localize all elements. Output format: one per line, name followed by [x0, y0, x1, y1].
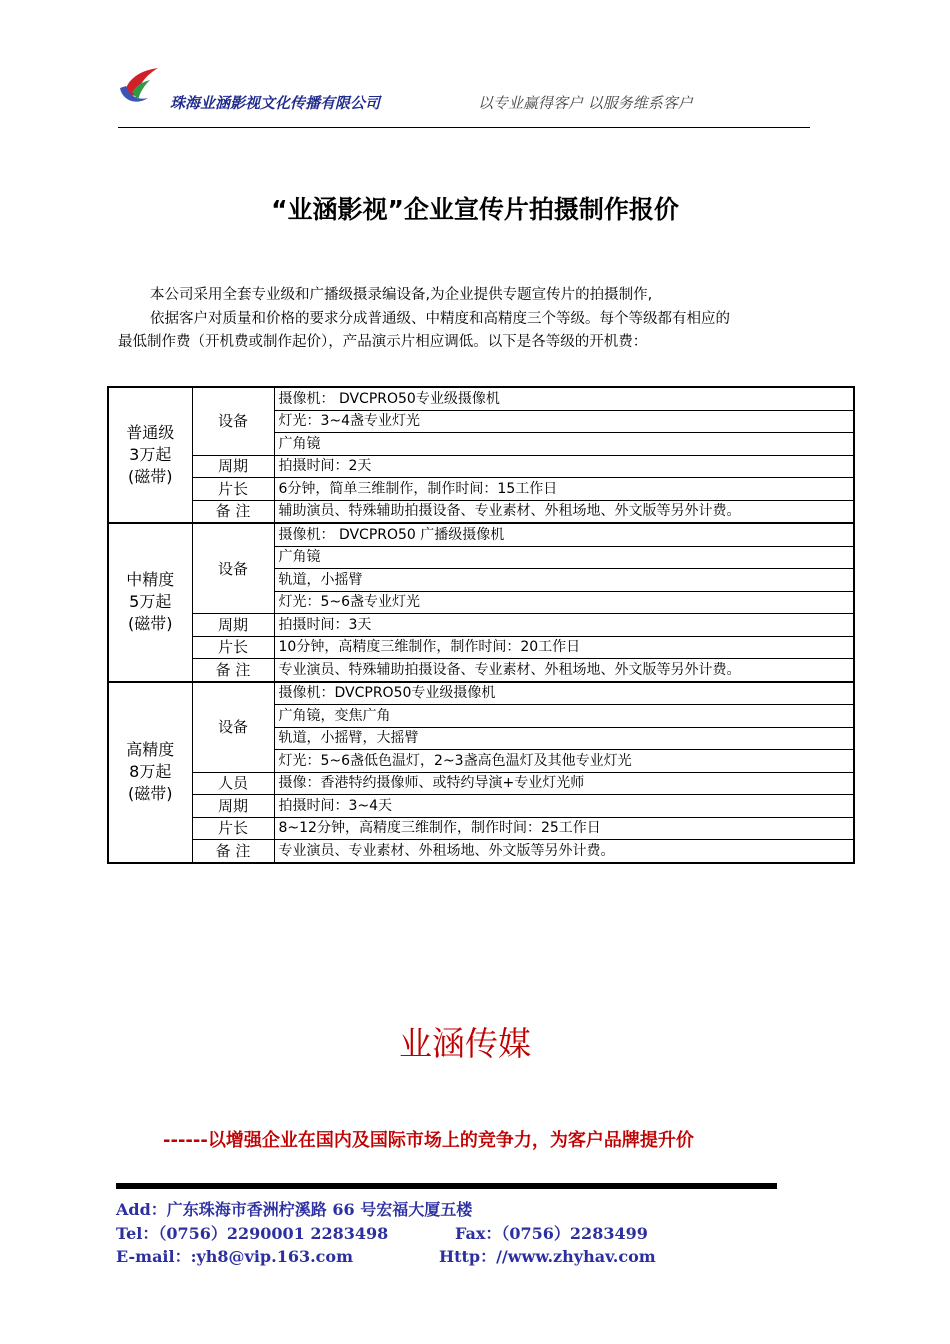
- contact-fax: Fax：（0756）2283499: [455, 1224, 648, 1243]
- category-cell: 设备: [192, 387, 274, 455]
- footer-divider: [116, 1183, 777, 1189]
- tier-name: 中精度: [126, 570, 175, 590]
- table-row: [108, 659, 854, 682]
- contact-telephone: Tel：（0756）2290001 2283498: [116, 1224, 389, 1243]
- table-row: [108, 636, 854, 659]
- item-cell: 摄像机： DVCPRO50专业级摄像机: [274, 387, 854, 410]
- table-row: [108, 478, 854, 501]
- header-slogan: 以专业赢得客户 以服务维系客户: [478, 94, 693, 112]
- table-row: [108, 614, 854, 637]
- table-row: [108, 772, 854, 795]
- item-cell: 广角镜: [274, 546, 854, 569]
- item-cell: 广角镜，变焦广角: [274, 705, 854, 728]
- tier-cell: [108, 523, 192, 682]
- category-cell: 周期: [192, 455, 274, 478]
- category-cell: 片长: [192, 817, 274, 840]
- intro-line-2: 依据客户对质量和价格的要求分成普通级、中精度和高精度三个等级。每个等级都有相应的: [150, 311, 730, 327]
- table-row: [108, 795, 854, 818]
- tier-price: 8万起: [129, 762, 172, 781]
- item-cell: 摄像机： DVCPRO50 广播级摄像机: [274, 523, 854, 546]
- category-cell: 片长: [192, 478, 274, 501]
- document-title: “业涵影视”企业宣传片拍摄制作报价: [271, 195, 679, 224]
- item-cell: 辅助演员、特殊辅助拍摄设备、专业素材、外租场地、外文版等另外计费。: [278, 503, 741, 520]
- item-cell: 灯光：3~4盏专业灯光: [274, 410, 854, 433]
- tier-price: 5万起: [129, 592, 172, 612]
- item-cell: 广角镜: [274, 433, 854, 456]
- header-divider: [118, 127, 810, 128]
- category-cell: 备 注: [192, 500, 274, 523]
- item-cell: 拍摄时间：2天: [274, 455, 854, 478]
- item-cell: 8~12分钟，高精度三维制作，制作时间：25工作日: [274, 817, 854, 840]
- contact-address: Add：广东珠海市香洲柠溪路 66 号宏福大厦五楼: [116, 1200, 473, 1219]
- item-cell: 专业演员、特殊辅助拍摄设备、专业素材、外租场地、外文版等另外计费。: [278, 661, 741, 678]
- tier-cell: [108, 387, 192, 523]
- item-cell: 专业演员、专业素材、外租场地、外文版等另外计费。: [278, 842, 615, 859]
- tier-name: 普通级: [126, 423, 175, 442]
- company-name: 珠海业涵影视文化传播有限公司: [170, 94, 381, 112]
- category-cell: 备 注: [192, 659, 274, 682]
- category-cell: 备 注: [192, 840, 274, 863]
- category-cell: 人员: [192, 772, 274, 795]
- item-cell: 轨道，小摇臂，大摇臂: [274, 727, 854, 750]
- item-cell: 摄像机：DVCPRO50专业级摄像机: [274, 682, 854, 705]
- contact-email: E-mail：:yh8@vip.163.com: [116, 1247, 354, 1266]
- tier-media: (磁带): [128, 784, 173, 803]
- table-row: [108, 387, 854, 410]
- tier-cell: [108, 682, 192, 863]
- intro-line-3: 最低制作费（开机费或制作起价），产品演示片相应调低。以下是各等级的开机费：: [118, 334, 648, 350]
- item-cell: 灯光：5~6盏专业灯光: [274, 591, 854, 614]
- item-cell: 摄像：香港特约摄像师、或特约导演+专业灯光师: [274, 772, 854, 795]
- table-row: [108, 455, 854, 478]
- tier-name: 高精度: [126, 740, 175, 759]
- item-cell: 轨道，小摇臂: [274, 569, 854, 592]
- tier-media: (磁带): [128, 467, 173, 486]
- category-cell: 设备: [192, 682, 274, 773]
- table-row: [108, 682, 854, 705]
- item-cell: 灯光：5~6盏低色温灯，2~3盏高色温灯及其他专业灯光: [274, 750, 854, 773]
- table-row: [108, 840, 854, 863]
- brand-tagline: ------以增强企业在国内及国际市场上的竞争力，为客户品牌提升价: [163, 1130, 694, 1151]
- company-logo: [118, 66, 162, 106]
- tier-price: 3万起: [129, 445, 172, 464]
- category-cell: 周期: [192, 795, 274, 818]
- category-cell: 设备: [192, 523, 274, 614]
- intro-line-1: 本公司采用全套专业级和广播级摄录编设备,为企业提供专题宣传片的拍摄制作,: [150, 287, 653, 303]
- item-cell: 10分钟，高精度三维制作，制作时间：20工作日: [274, 636, 854, 659]
- contact-website: Http：//www.zhyhav.com: [439, 1247, 656, 1266]
- item-cell: 6分钟，简单三维制作，制作时间：15工作日: [274, 478, 854, 501]
- brand-name: 业涵传媒: [399, 1024, 531, 1063]
- category-cell: 周期: [192, 614, 274, 637]
- tier-media: (磁带): [128, 614, 173, 634]
- item-cell: 拍摄时间：3~4天: [274, 795, 854, 818]
- table-row: [108, 817, 854, 840]
- table-row: [108, 523, 854, 546]
- price-table: [107, 386, 855, 864]
- table-row: [108, 500, 854, 523]
- category-cell: 片长: [192, 636, 274, 659]
- item-cell: 拍摄时间：3天: [274, 614, 854, 637]
